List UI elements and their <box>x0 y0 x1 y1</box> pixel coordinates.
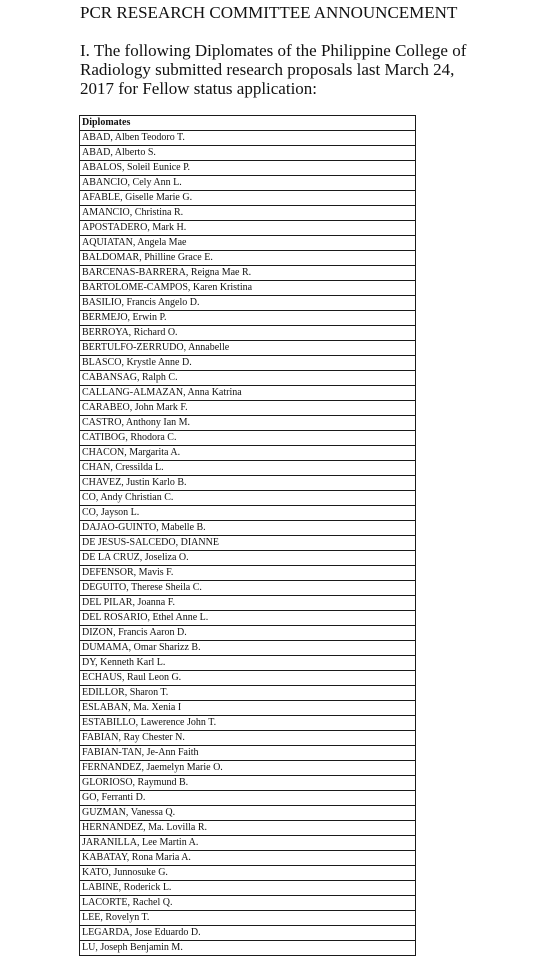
table-row <box>80 206 416 221</box>
diplomate-name-cell: CO, Jayson L. <box>80 506 416 521</box>
table-row <box>80 461 416 476</box>
diplomate-name-cell: ABANCIO, Cely Ann L. <box>80 176 416 191</box>
diplomate-name-cell: LEGARDA, Jose Eduardo D. <box>80 926 416 941</box>
diplomates-table <box>79 115 416 956</box>
table-row <box>80 926 416 941</box>
table-row <box>80 671 416 686</box>
intro-paragraph <box>80 41 480 98</box>
diplomate-name-cell: BALDOMAR, Philline Grace E. <box>80 251 416 266</box>
table-row <box>80 446 416 461</box>
table-row <box>80 266 416 281</box>
table-row <box>80 296 416 311</box>
diplomate-name-cell: ABAD, Alben Teodoro T. <box>80 131 416 146</box>
intro-line: 2017 for Fellow status application: <box>80 79 318 98</box>
table-row <box>80 746 416 761</box>
table-row <box>80 791 416 806</box>
diplomate-name-cell: BARCENAS-BARRERA, Reigna Mae R. <box>80 266 416 281</box>
diplomate-name-cell: CABANSAG, Ralph C. <box>80 371 416 386</box>
diplomate-name-cell: CHACON, Margarita A. <box>80 446 416 461</box>
diplomate-name-cell: KATO, Junnosuke G. <box>80 866 416 881</box>
diplomate-name-cell: FERNANDEZ, Jaemelyn Marie O. <box>80 761 416 776</box>
diplomate-name-cell: BERTULFO-ZERRUDO, Annabelle <box>80 341 416 356</box>
table-row <box>80 701 416 716</box>
table-row <box>80 191 416 206</box>
diplomate-name-cell: HERNANDEZ, Ma. Lovilla R. <box>80 821 416 836</box>
table-row <box>80 146 416 161</box>
diplomate-name-cell: GO, Ferranti D. <box>80 791 416 806</box>
intro-line: Radiology submitted research proposals last March 24, <box>80 60 455 79</box>
diplomate-name-cell: AFABLE, Giselle Marie G. <box>80 191 416 206</box>
table-row <box>80 311 416 326</box>
diplomate-name-cell: JARANILLA, Lee Martin A. <box>80 836 416 851</box>
diplomate-name-cell: ABAD, Alberto S. <box>80 146 416 161</box>
diplomate-name-cell: ESLABAN, Ma. Xenia I <box>80 701 416 716</box>
diplomate-name-cell: CASTRO, Anthony Ian M. <box>80 416 416 431</box>
diplomate-name-cell: LU, Joseph Benjamin M. <box>80 941 416 956</box>
diplomate-name-cell: DAJAO-GUINTO, Mabelle B. <box>80 521 416 536</box>
diplomate-name-cell: CO, Andy Christian C. <box>80 491 416 506</box>
table-row <box>80 716 416 731</box>
table-row <box>80 506 416 521</box>
diplomate-name-cell: DY, Kenneth Karl L. <box>80 656 416 671</box>
table-row <box>80 416 416 431</box>
diplomate-name-cell: DE LA CRUZ, Joseliza O. <box>80 551 416 566</box>
diplomate-name-cell: AMANCIO, Christina R. <box>80 206 416 221</box>
table-row <box>80 896 416 911</box>
diplomate-name-cell: APOSTADERO, Mark H. <box>80 221 416 236</box>
table-row <box>80 731 416 746</box>
table-row <box>80 536 416 551</box>
table-row <box>80 431 416 446</box>
diplomate-name-cell: DE JESUS-SALCEDO, DIANNE <box>80 536 416 551</box>
diplomate-name-cell: GLORIOSO, Raymund B. <box>80 776 416 791</box>
table-row <box>80 611 416 626</box>
table-row <box>80 356 416 371</box>
diplomate-name-cell: BLASCO, Krystle Anne D. <box>80 356 416 371</box>
page-heading: PCR RESEARCH COMMITTEE ANNOUNCEMENT <box>80 3 458 22</box>
diplomate-name-cell: BASILIO, Francis Angelo D. <box>80 296 416 311</box>
diplomate-name-cell: DEFENSOR, Mavis F. <box>80 566 416 581</box>
table-row <box>80 656 416 671</box>
table-row <box>80 551 416 566</box>
table-row <box>80 851 416 866</box>
diplomate-name-cell: ESTABILLO, Lawerence John T. <box>80 716 416 731</box>
table-row <box>80 236 416 251</box>
diplomate-name-cell: CHAN, Cressilda L. <box>80 461 416 476</box>
diplomate-name-cell: BERMEJO, Erwin P. <box>80 311 416 326</box>
table-row <box>80 686 416 701</box>
table-row <box>80 281 416 296</box>
diplomate-name-cell: ABALOS, Soleil Eunice P. <box>80 161 416 176</box>
table-row <box>80 176 416 191</box>
table-row <box>80 131 416 146</box>
table-row <box>80 596 416 611</box>
table-row <box>80 566 416 581</box>
diplomate-name-cell: KABATAY, Rona Maria A. <box>80 851 416 866</box>
diplomate-name-cell: DEL ROSARIO, Ethel Anne L. <box>80 611 416 626</box>
table-row <box>80 581 416 596</box>
table-row <box>80 386 416 401</box>
diplomate-name-cell: LEE, Rovelyn T. <box>80 911 416 926</box>
diplomate-name-cell: DEL PILAR, Joanna F. <box>80 596 416 611</box>
table-row <box>80 836 416 851</box>
diplomate-name-cell: LABINE, Roderick L. <box>80 881 416 896</box>
table-row <box>80 491 416 506</box>
diplomate-name-cell: GUZMAN, Vanessa Q. <box>80 806 416 821</box>
table-row <box>80 641 416 656</box>
table-row <box>80 401 416 416</box>
table-header-cell: Diplomates <box>80 116 416 131</box>
diplomate-name-cell: ECHAUS, Raul Leon G. <box>80 671 416 686</box>
diplomate-name-cell: BERROYA, Richard O. <box>80 326 416 341</box>
diplomate-name-cell: FABIAN, Ray Chester N. <box>80 731 416 746</box>
table-row <box>80 821 416 836</box>
diplomates-table-wrapper <box>79 115 416 956</box>
table-row <box>80 221 416 236</box>
table-header-row <box>80 116 416 131</box>
table-row <box>80 326 416 341</box>
diplomate-name-cell: CARABEO, John Mark F. <box>80 401 416 416</box>
diplomate-name-cell: AQUIATAN, Angela Mae <box>80 236 416 251</box>
table-row <box>80 251 416 266</box>
table-row <box>80 476 416 491</box>
diplomate-name-cell: LACORTE, Rachel Q. <box>80 896 416 911</box>
diplomates-table-body <box>80 116 416 956</box>
diplomate-name-cell: DEGUITO, Therese Sheila C. <box>80 581 416 596</box>
diplomate-name-cell: DIZON, Francis Aaron D. <box>80 626 416 641</box>
table-row <box>80 371 416 386</box>
table-row <box>80 761 416 776</box>
table-row <box>80 341 416 356</box>
table-row <box>80 161 416 176</box>
table-row <box>80 521 416 536</box>
table-row <box>80 776 416 791</box>
diplomate-name-cell: BARTOLOME-CAMPOS, Karen Kristina <box>80 281 416 296</box>
table-row <box>80 626 416 641</box>
table-row <box>80 806 416 821</box>
diplomate-name-cell: CALLANG-ALMAZAN, Anna Katrina <box>80 386 416 401</box>
table-row <box>80 881 416 896</box>
table-row <box>80 941 416 956</box>
diplomate-name-cell: FABIAN-TAN, Je-Ann Faith <box>80 746 416 761</box>
diplomate-name-cell: EDILLOR, Sharon T. <box>80 686 416 701</box>
table-row <box>80 866 416 881</box>
diplomate-name-cell: DUMAMA, Omar Sharizz B. <box>80 641 416 656</box>
intro-line: I. The following Diplomates of the Philippine College of <box>80 41 467 60</box>
diplomate-name-cell: CHAVEZ, Justin Karlo B. <box>80 476 416 491</box>
diplomate-name-cell: CATIBOG, Rhodora C. <box>80 431 416 446</box>
table-row <box>80 911 416 926</box>
